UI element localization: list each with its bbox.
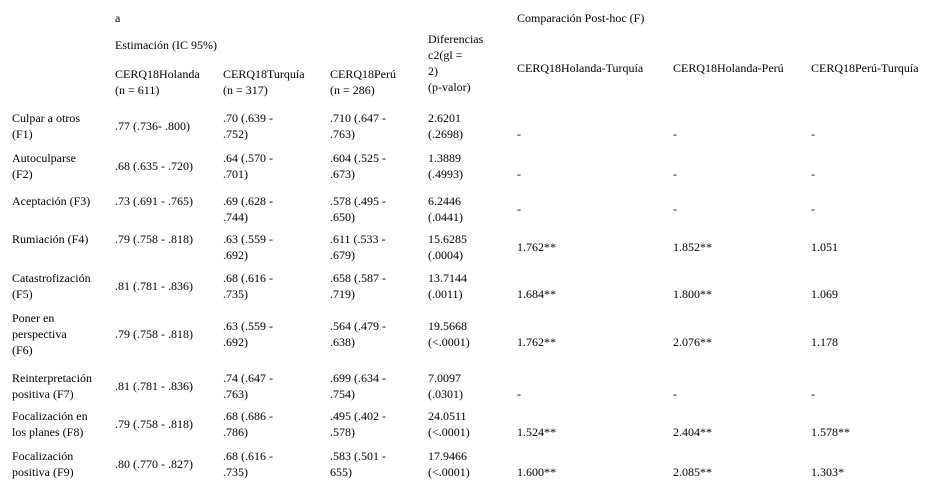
cell-pt: - bbox=[811, 387, 815, 401]
cell-tur: .64 (.570 - .701) bbox=[223, 151, 273, 181]
cell-tur: .68 (.616 - .735) bbox=[223, 271, 273, 301]
cell-hol: .81 (.781 - .836) bbox=[115, 379, 193, 393]
col-header-holanda-peru: CERQ18Holanda-Perú bbox=[673, 61, 784, 75]
cell-per: .710 (.647 - .763) bbox=[330, 111, 386, 141]
cell-label: Rumiación (F4) bbox=[12, 232, 89, 246]
header-estimacion: Estimación (IC 95%) bbox=[115, 38, 217, 52]
cell-ht: 1.762** bbox=[517, 240, 556, 254]
cell-hol: .68 (.635 - .720) bbox=[115, 159, 193, 173]
cell-hol: .79 (.758 - .818) bbox=[115, 327, 193, 341]
cell-hol: .80 (.770 - .827) bbox=[115, 457, 193, 471]
cell-ht: - bbox=[517, 127, 521, 141]
cell-label: Aceptación (F3) bbox=[12, 194, 91, 208]
cell-ht: - bbox=[517, 167, 521, 181]
cell-dif: 15.6285 (.0004) bbox=[428, 232, 467, 262]
cell-ht: - bbox=[517, 387, 521, 401]
cell-ht: 1.524** bbox=[517, 425, 556, 439]
cell-dif: 19.5668 (<.0001) bbox=[428, 319, 470, 349]
cell-dif: 7.0097 (.0301) bbox=[428, 371, 463, 401]
cell-pt: 1.051 bbox=[811, 240, 838, 254]
cell-dif: 6.2446 (.0441) bbox=[428, 194, 463, 224]
cell-label: Culpar a otros (F1) bbox=[12, 111, 80, 141]
cell-dif: 13.7144 (.0011) bbox=[428, 271, 467, 301]
header-a: a bbox=[115, 11, 121, 25]
cell-tur: .63 (.559 - .692) bbox=[223, 319, 273, 349]
cell-dif: 24.0511 (<.0001) bbox=[428, 409, 470, 439]
cell-hp: 1.800** bbox=[673, 287, 712, 301]
cell-label: Focalización positiva (F9) bbox=[12, 449, 74, 479]
cell-ht: 1.600** bbox=[517, 465, 556, 479]
cell-tur: .69 (.628 - .744) bbox=[223, 194, 273, 224]
cell-per: .699 (.634 - .754) bbox=[330, 371, 386, 401]
col-header-peru-turquia: CERQ18Perú-Turquía bbox=[811, 61, 919, 75]
cell-tur: .63 (.559 - .692) bbox=[223, 232, 273, 262]
cell-per: .583 (.501 - 655) bbox=[330, 449, 386, 479]
cell-pt: 1.069 bbox=[811, 287, 838, 301]
cell-pt: 1.178 bbox=[811, 335, 838, 349]
cell-hp: - bbox=[673, 127, 677, 141]
cell-hol: .79 (.758 - .818) bbox=[115, 417, 193, 431]
col-header-turquia: CERQ18Turquía (n = 317) bbox=[223, 67, 305, 97]
cell-ht: 1.762** bbox=[517, 335, 556, 349]
cell-pt: - bbox=[811, 127, 815, 141]
cell-per: .611 (.533 - .679) bbox=[330, 232, 386, 262]
cell-hol: .79 (.758 - .818) bbox=[115, 232, 193, 246]
cell-pt: - bbox=[811, 202, 815, 216]
cell-label: Autoculparse (F2) bbox=[12, 151, 76, 181]
col-header-holanda-turquia: CERQ18Holanda-Turquía bbox=[517, 61, 644, 75]
cell-hp: - bbox=[673, 167, 677, 181]
cell-hp: 2.076** bbox=[673, 335, 712, 349]
cell-pt: - bbox=[811, 167, 815, 181]
cell-ht: - bbox=[517, 202, 521, 216]
cell-label: Reinterpretación positiva (F7) bbox=[12, 371, 92, 401]
cell-per: .495 (.402 - .578) bbox=[330, 409, 386, 439]
col-header-diferencias: Diferencias c2(gl = 2) (p-valor) bbox=[428, 32, 484, 94]
col-header-peru: CERQ18Perú (n = 286) bbox=[330, 67, 396, 97]
cell-hol: .73 (.691 - .765) bbox=[115, 194, 193, 208]
cell-hp: 1.852** bbox=[673, 240, 712, 254]
header-comparacion: Comparación Post-hoc (F) bbox=[517, 11, 645, 25]
cell-label: Poner en perspectiva (F6) bbox=[12, 311, 67, 357]
cell-hol: .81 (.781 - .836) bbox=[115, 279, 193, 293]
cell-per: .658 (.587 - .719) bbox=[330, 271, 386, 301]
cell-per: .578 (.495 - .650) bbox=[330, 194, 386, 224]
cell-dif: 2.6201 (.2698) bbox=[428, 111, 463, 141]
cell-tur: .70 (.639 - .752) bbox=[223, 111, 273, 141]
cell-ht: 1.684** bbox=[517, 287, 556, 301]
cell-hp: 2.085** bbox=[673, 465, 712, 479]
cell-pt: 1.578** bbox=[811, 425, 850, 439]
cell-tur: .68 (.616 - .735) bbox=[223, 449, 273, 479]
cell-tur: .68 (.686 - .786) bbox=[223, 409, 273, 439]
cell-per: .604 (.525 - .673) bbox=[330, 151, 386, 181]
cell-hol: .77 (.736- .800) bbox=[115, 119, 190, 133]
cell-tur: .74 (.647 - .763) bbox=[223, 371, 273, 401]
cell-hp: - bbox=[673, 202, 677, 216]
cell-pt: 1.303* bbox=[811, 465, 844, 479]
cell-hp: - bbox=[673, 387, 677, 401]
cell-per: .564 (.479 - .638) bbox=[330, 319, 386, 349]
cell-label: Focalización en los planes (F8) bbox=[12, 409, 88, 439]
cell-hp: 2.404** bbox=[673, 425, 712, 439]
cell-dif: 1.3889 (.4993) bbox=[428, 151, 463, 181]
cell-label: Catastrofización (F5) bbox=[12, 271, 91, 301]
col-header-holanda: CERQ18Holanda (n = 611) bbox=[115, 67, 200, 97]
cell-dif: 17.9466 (<.0001) bbox=[428, 449, 470, 479]
